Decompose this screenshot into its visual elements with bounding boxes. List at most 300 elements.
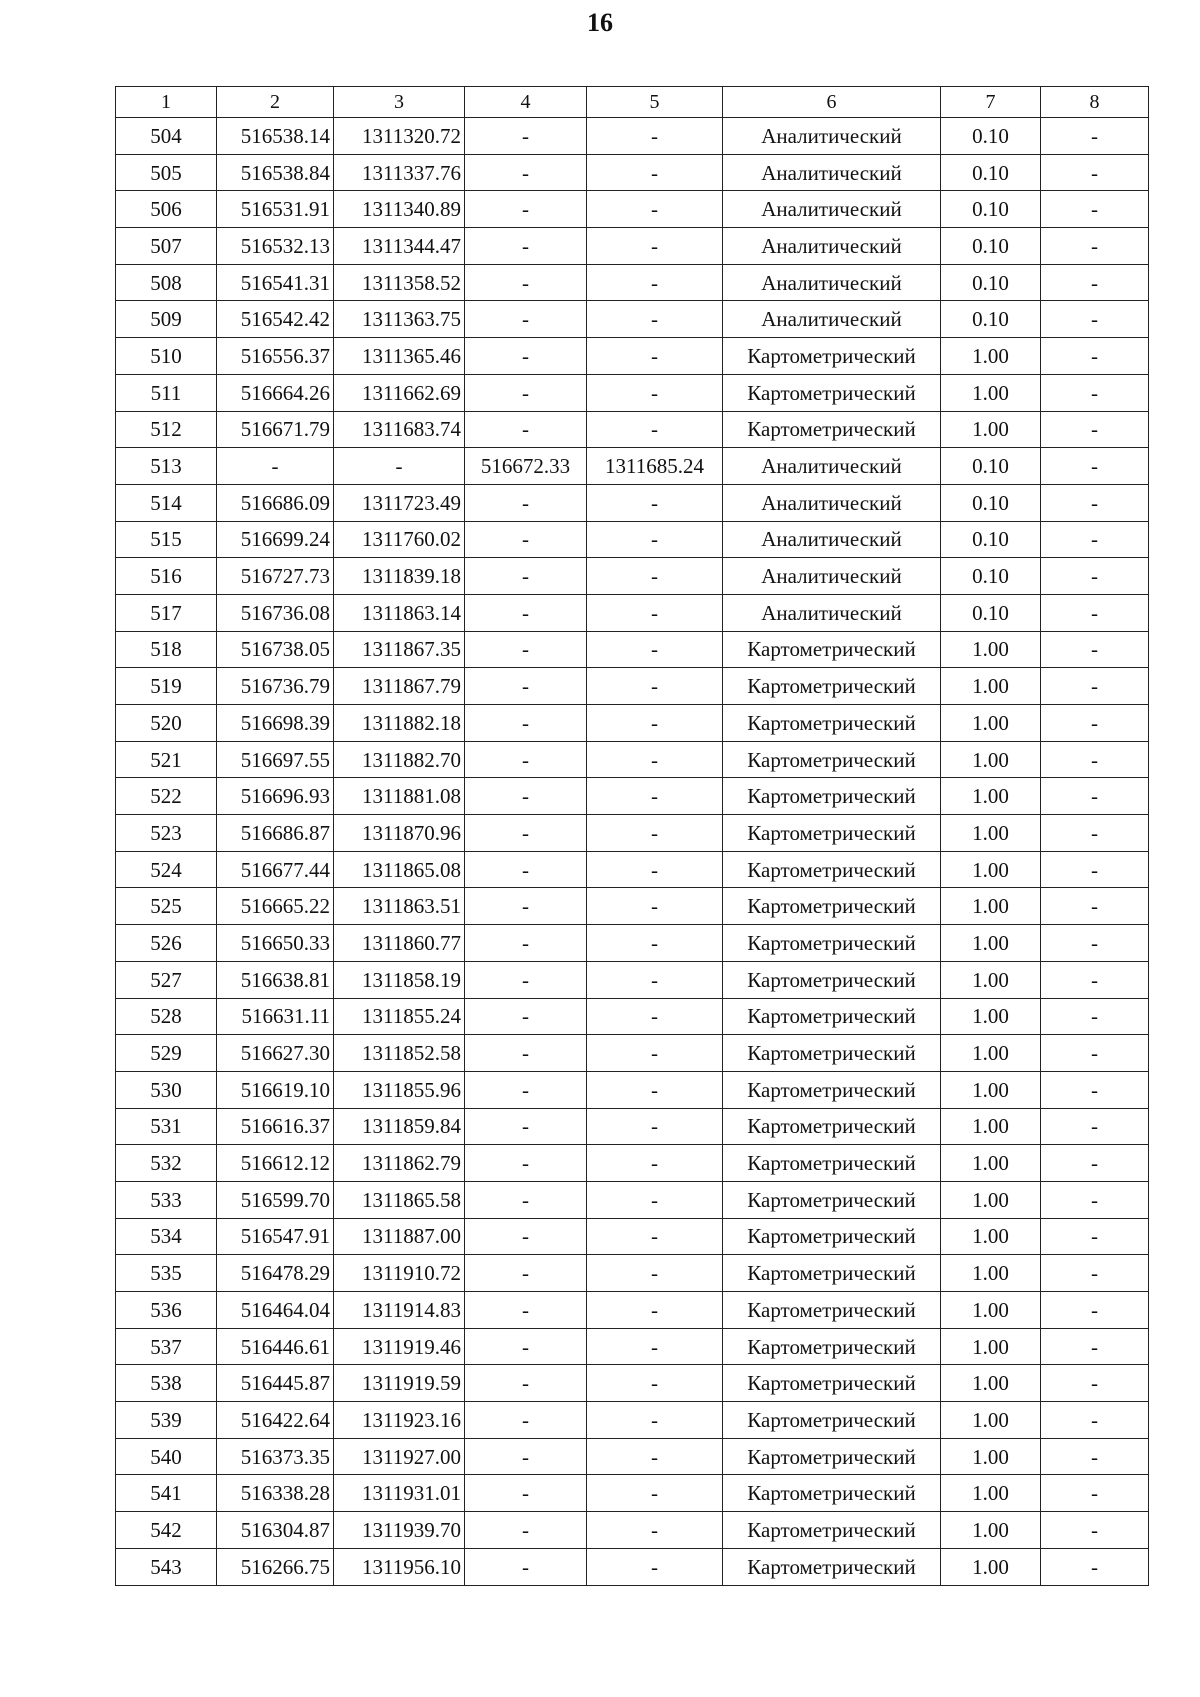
x-alt-coordinate-cell: - [465,301,587,338]
point-number-cell: 530 [116,1071,217,1108]
x-coordinate-cell: 516627.30 [217,1035,334,1072]
note-cell: - [1041,1548,1149,1585]
x-alt-coordinate-cell: - [465,1181,587,1218]
table-row [116,154,1149,191]
note-cell: - [1041,264,1149,301]
method-cell: Картометрический [723,1255,941,1292]
x-coordinate-cell: 516638.81 [217,961,334,998]
x-coordinate-cell: 516478.29 [217,1255,334,1292]
x-alt-coordinate-cell: - [465,411,587,448]
table-row [116,741,1149,778]
note-cell: - [1041,1438,1149,1475]
column-header: 2 [217,87,334,118]
accuracy-cell: 0.10 [941,558,1041,595]
method-cell: Картометрический [723,741,941,778]
note-cell: - [1041,925,1149,962]
table-row [116,888,1149,925]
y-coordinate-cell: 1311365.46 [334,338,465,375]
accuracy-cell: 0.10 [941,484,1041,521]
note-cell: - [1041,1365,1149,1402]
x-coordinate-cell: 516532.13 [217,228,334,265]
note-cell: - [1041,705,1149,742]
accuracy-cell: 1.00 [941,1292,1041,1329]
y-alt-coordinate-cell: - [587,374,723,411]
note-cell: - [1041,301,1149,338]
table-row [116,1475,1149,1512]
x-coordinate-cell: 516556.37 [217,338,334,375]
x-alt-coordinate-cell: - [465,668,587,705]
y-coordinate-cell: 1311855.24 [334,998,465,1035]
y-coordinate-cell: 1311852.58 [334,1035,465,1072]
y-coordinate-cell: 1311870.96 [334,815,465,852]
method-cell: Картометрический [723,778,941,815]
x-alt-coordinate-cell: - [465,1328,587,1365]
point-number-cell: 510 [116,338,217,375]
x-alt-coordinate-cell: - [465,118,587,155]
accuracy-cell: 1.00 [941,668,1041,705]
x-alt-coordinate-cell: - [465,154,587,191]
y-alt-coordinate-cell: - [587,998,723,1035]
y-coordinate-cell: 1311320.72 [334,118,465,155]
x-coordinate-cell: 516445.87 [217,1365,334,1402]
x-coordinate-cell: 516541.31 [217,264,334,301]
x-coordinate-cell: 516736.08 [217,594,334,631]
accuracy-cell: 1.00 [941,631,1041,668]
y-alt-coordinate-cell: - [587,521,723,558]
method-cell: Аналитический [723,448,941,485]
accuracy-cell: 1.00 [941,1512,1041,1549]
accuracy-cell: 0.10 [941,154,1041,191]
accuracy-cell: 1.00 [941,1255,1041,1292]
accuracy-cell: 0.10 [941,521,1041,558]
accuracy-cell: 1.00 [941,1475,1041,1512]
column-header: 6 [723,87,941,118]
y-coordinate-cell: 1311760.02 [334,521,465,558]
x-alt-coordinate-cell: 516672.33 [465,448,587,485]
method-cell: Аналитический [723,191,941,228]
y-coordinate-cell: 1311363.75 [334,301,465,338]
x-coordinate-cell: 516373.35 [217,1438,334,1475]
table-row [116,448,1149,485]
method-cell: Аналитический [723,154,941,191]
y-alt-coordinate-cell: - [587,1548,723,1585]
y-alt-coordinate-cell: - [587,411,723,448]
y-alt-coordinate-cell: - [587,1035,723,1072]
page-number: 16 [587,8,613,37]
x-alt-coordinate-cell: - [465,888,587,925]
y-coordinate-cell: 1311863.14 [334,594,465,631]
y-coordinate-cell: 1311337.76 [334,154,465,191]
x-alt-coordinate-cell: - [465,1218,587,1255]
x-alt-coordinate-cell: - [465,191,587,228]
table-row [116,851,1149,888]
y-coordinate-cell: 1311662.69 [334,374,465,411]
table-row [116,264,1149,301]
note-cell: - [1041,118,1149,155]
x-alt-coordinate-cell: - [465,1145,587,1182]
accuracy-cell: 1.00 [941,1365,1041,1402]
y-alt-coordinate-cell: - [587,484,723,521]
accuracy-cell: 1.00 [941,338,1041,375]
y-alt-coordinate-cell: - [587,154,723,191]
note-cell: - [1041,154,1149,191]
note-cell: - [1041,228,1149,265]
x-alt-coordinate-cell: - [465,851,587,888]
x-coordinate-cell: 516631.11 [217,998,334,1035]
x-coordinate-cell: 516547.91 [217,1218,334,1255]
x-alt-coordinate-cell: - [465,1512,587,1549]
point-number-cell: 534 [116,1218,217,1255]
point-number-cell: 516 [116,558,217,595]
y-coordinate-cell: 1311867.35 [334,631,465,668]
x-coordinate-cell: 516686.87 [217,815,334,852]
note-cell: - [1041,1071,1149,1108]
accuracy-cell: 1.00 [941,1071,1041,1108]
point-number-cell: 524 [116,851,217,888]
y-coordinate-cell: 1311927.00 [334,1438,465,1475]
point-number-cell: 521 [116,741,217,778]
table-row [116,668,1149,705]
accuracy-cell: 1.00 [941,1181,1041,1218]
x-coordinate-cell: 516697.55 [217,741,334,778]
accuracy-cell: 0.10 [941,228,1041,265]
point-number-cell: 517 [116,594,217,631]
x-coordinate-cell: 516650.33 [217,925,334,962]
point-number-cell: 531 [116,1108,217,1145]
y-alt-coordinate-cell: - [587,1218,723,1255]
table-row [116,1218,1149,1255]
accuracy-cell: 1.00 [941,374,1041,411]
y-coordinate-cell: 1311919.59 [334,1365,465,1402]
y-coordinate-cell: 1311344.47 [334,228,465,265]
y-alt-coordinate-cell: - [587,1255,723,1292]
accuracy-cell: 1.00 [941,1108,1041,1145]
point-number-cell: 532 [116,1145,217,1182]
table-row [116,118,1149,155]
method-cell: Картометрический [723,961,941,998]
point-number-cell: 507 [116,228,217,265]
method-cell: Картометрический [723,1181,941,1218]
table-row [116,191,1149,228]
x-coordinate-cell: 516671.79 [217,411,334,448]
y-alt-coordinate-cell: - [587,1292,723,1329]
x-coordinate-cell: - [217,448,334,485]
y-coordinate-cell: 1311931.01 [334,1475,465,1512]
x-alt-coordinate-cell: - [465,998,587,1035]
table-row [116,484,1149,521]
y-alt-coordinate-cell: - [587,594,723,631]
y-alt-coordinate-cell: - [587,118,723,155]
table-row [116,1402,1149,1439]
y-alt-coordinate-cell: - [587,1181,723,1218]
x-alt-coordinate-cell: - [465,484,587,521]
point-number-cell: 536 [116,1292,217,1329]
point-number-cell: 543 [116,1548,217,1585]
accuracy-cell: 0.10 [941,448,1041,485]
point-number-cell: 540 [116,1438,217,1475]
x-coordinate-cell: 516696.93 [217,778,334,815]
point-number-cell: 522 [116,778,217,815]
accuracy-cell: 0.10 [941,301,1041,338]
method-cell: Картометрический [723,1475,941,1512]
x-coordinate-cell: 516266.75 [217,1548,334,1585]
method-cell: Картометрический [723,1402,941,1439]
accuracy-cell: 1.00 [941,925,1041,962]
table-row [116,1255,1149,1292]
method-cell: Аналитический [723,594,941,631]
x-alt-coordinate-cell: - [465,961,587,998]
y-alt-coordinate-cell: - [587,1108,723,1145]
x-coordinate-cell: 516619.10 [217,1071,334,1108]
y-coordinate-cell: 1311910.72 [334,1255,465,1292]
point-number-cell: 525 [116,888,217,925]
point-number-cell: 535 [116,1255,217,1292]
method-cell: Картометрический [723,1548,941,1585]
accuracy-cell: 1.00 [941,888,1041,925]
table-row [116,228,1149,265]
accuracy-cell: 1.00 [941,1328,1041,1365]
method-cell: Картометрический [723,338,941,375]
x-coordinate-cell: 516738.05 [217,631,334,668]
table-row [116,1512,1149,1549]
y-coordinate-cell: 1311865.58 [334,1181,465,1218]
y-coordinate-cell: 1311839.18 [334,558,465,595]
accuracy-cell: 1.00 [941,1218,1041,1255]
note-cell: - [1041,594,1149,631]
y-alt-coordinate-cell: - [587,558,723,595]
note-cell: - [1041,1402,1149,1439]
point-number-cell: 533 [116,1181,217,1218]
column-header: 5 [587,87,723,118]
table-row [116,705,1149,742]
point-number-cell: 541 [116,1475,217,1512]
table-row [116,594,1149,631]
table-row [116,631,1149,668]
point-number-cell: 537 [116,1328,217,1365]
table-row [116,1181,1149,1218]
method-cell: Аналитический [723,484,941,521]
point-number-cell: 513 [116,448,217,485]
y-alt-coordinate-cell: - [587,1145,723,1182]
y-alt-coordinate-cell: - [587,1512,723,1549]
x-coordinate-cell: 516538.14 [217,118,334,155]
method-cell: Картометрический [723,998,941,1035]
table-row [116,374,1149,411]
y-coordinate-cell: 1311867.79 [334,668,465,705]
point-number-cell: 523 [116,815,217,852]
y-coordinate-cell: 1311858.19 [334,961,465,998]
x-coordinate-cell: 516446.61 [217,1328,334,1365]
y-alt-coordinate-cell: - [587,1365,723,1402]
y-coordinate-cell: 1311683.74 [334,411,465,448]
x-coordinate-cell: 516612.12 [217,1145,334,1182]
method-cell: Картометрический [723,1512,941,1549]
x-alt-coordinate-cell: - [465,1548,587,1585]
y-alt-coordinate-cell: 1311685.24 [587,448,723,485]
column-header: 8 [1041,87,1149,118]
point-number-cell: 539 [116,1402,217,1439]
x-coordinate-cell: 516531.91 [217,191,334,228]
table-row [116,1365,1149,1402]
note-cell: - [1041,338,1149,375]
y-coordinate-cell: 1311358.52 [334,264,465,301]
table-row [116,925,1149,962]
method-cell: Аналитический [723,228,941,265]
point-number-cell: 506 [116,191,217,228]
x-coordinate-cell: 516542.42 [217,301,334,338]
y-coordinate-cell: 1311863.51 [334,888,465,925]
x-coordinate-cell: 516699.24 [217,521,334,558]
method-cell: Картометрический [723,815,941,852]
accuracy-cell: 1.00 [941,411,1041,448]
x-alt-coordinate-cell: - [465,1365,587,1402]
point-number-cell: 519 [116,668,217,705]
x-alt-coordinate-cell: - [465,1071,587,1108]
x-alt-coordinate-cell: - [465,521,587,558]
table-row [116,998,1149,1035]
point-number-cell: 518 [116,631,217,668]
y-coordinate-cell: 1311340.89 [334,191,465,228]
table-row [116,1108,1149,1145]
y-coordinate-cell: - [334,448,465,485]
note-cell: - [1041,448,1149,485]
method-cell: Картометрический [723,1218,941,1255]
x-alt-coordinate-cell: - [465,741,587,778]
point-number-cell: 511 [116,374,217,411]
note-cell: - [1041,558,1149,595]
note-cell: - [1041,1475,1149,1512]
point-number-cell: 504 [116,118,217,155]
method-cell: Картометрический [723,631,941,668]
method-cell: Картометрический [723,851,941,888]
method-cell: Аналитический [723,301,941,338]
table-row [116,1438,1149,1475]
x-alt-coordinate-cell: - [465,1402,587,1439]
y-alt-coordinate-cell: - [587,778,723,815]
note-cell: - [1041,191,1149,228]
point-number-cell: 529 [116,1035,217,1072]
y-coordinate-cell: 1311862.79 [334,1145,465,1182]
x-coordinate-cell: 516677.44 [217,851,334,888]
note-cell: - [1041,484,1149,521]
table-header-row [116,87,1149,118]
y-alt-coordinate-cell: - [587,1475,723,1512]
accuracy-cell: 1.00 [941,1402,1041,1439]
y-alt-coordinate-cell: - [587,631,723,668]
x-coordinate-cell: 516686.09 [217,484,334,521]
y-alt-coordinate-cell: - [587,925,723,962]
accuracy-cell: 1.00 [941,778,1041,815]
x-alt-coordinate-cell: - [465,1292,587,1329]
note-cell: - [1041,1255,1149,1292]
point-number-cell: 515 [116,521,217,558]
method-cell: Аналитический [723,558,941,595]
note-cell: - [1041,741,1149,778]
note-cell: - [1041,778,1149,815]
x-alt-coordinate-cell: - [465,815,587,852]
note-cell: - [1041,374,1149,411]
x-alt-coordinate-cell: - [465,705,587,742]
y-coordinate-cell: 1311923.16 [334,1402,465,1439]
method-cell: Картометрический [723,411,941,448]
method-cell: Аналитический [723,118,941,155]
y-coordinate-cell: 1311882.70 [334,741,465,778]
x-alt-coordinate-cell: - [465,264,587,301]
note-cell: - [1041,631,1149,668]
note-cell: - [1041,888,1149,925]
note-cell: - [1041,998,1149,1035]
coordinates-table [115,86,1149,1586]
note-cell: - [1041,961,1149,998]
table-row [116,1145,1149,1182]
y-alt-coordinate-cell: - [587,815,723,852]
method-cell: Картометрический [723,1292,941,1329]
accuracy-cell: 1.00 [941,998,1041,1035]
accuracy-cell: 1.00 [941,741,1041,778]
point-number-cell: 527 [116,961,217,998]
x-coordinate-cell: 516665.22 [217,888,334,925]
table-row [116,558,1149,595]
accuracy-cell: 1.00 [941,961,1041,998]
y-coordinate-cell: 1311882.18 [334,705,465,742]
accuracy-cell: 1.00 [941,815,1041,852]
table-row [116,1071,1149,1108]
y-coordinate-cell: 1311860.77 [334,925,465,962]
y-alt-coordinate-cell: - [587,668,723,705]
column-header: 1 [116,87,217,118]
y-alt-coordinate-cell: - [587,228,723,265]
column-header: 7 [941,87,1041,118]
accuracy-cell: 0.10 [941,191,1041,228]
table-row [116,411,1149,448]
point-number-cell: 505 [116,154,217,191]
table-row [116,1292,1149,1329]
note-cell: - [1041,851,1149,888]
column-header: 3 [334,87,465,118]
table-row [116,961,1149,998]
x-alt-coordinate-cell: - [465,374,587,411]
accuracy-cell: 1.00 [941,851,1041,888]
accuracy-cell: 1.00 [941,1035,1041,1072]
y-alt-coordinate-cell: - [587,301,723,338]
note-cell: - [1041,1181,1149,1218]
y-coordinate-cell: 1311723.49 [334,484,465,521]
method-cell: Картометрический [723,1035,941,1072]
point-number-cell: 512 [116,411,217,448]
point-number-cell: 542 [116,1512,217,1549]
y-alt-coordinate-cell: - [587,1071,723,1108]
x-alt-coordinate-cell: - [465,228,587,265]
x-alt-coordinate-cell: - [465,594,587,631]
table-row [116,815,1149,852]
column-header: 4 [465,87,587,118]
point-number-cell: 509 [116,301,217,338]
x-alt-coordinate-cell: - [465,1035,587,1072]
y-alt-coordinate-cell: - [587,191,723,228]
point-number-cell: 508 [116,264,217,301]
x-alt-coordinate-cell: - [465,338,587,375]
note-cell: - [1041,1512,1149,1549]
point-number-cell: 526 [116,925,217,962]
method-cell: Аналитический [723,521,941,558]
x-alt-coordinate-cell: - [465,1475,587,1512]
y-alt-coordinate-cell: - [587,851,723,888]
method-cell: Картометрический [723,1365,941,1402]
point-number-cell: 538 [116,1365,217,1402]
point-number-cell: 514 [116,484,217,521]
method-cell: Картометрический [723,1328,941,1365]
x-coordinate-cell: 516664.26 [217,374,334,411]
